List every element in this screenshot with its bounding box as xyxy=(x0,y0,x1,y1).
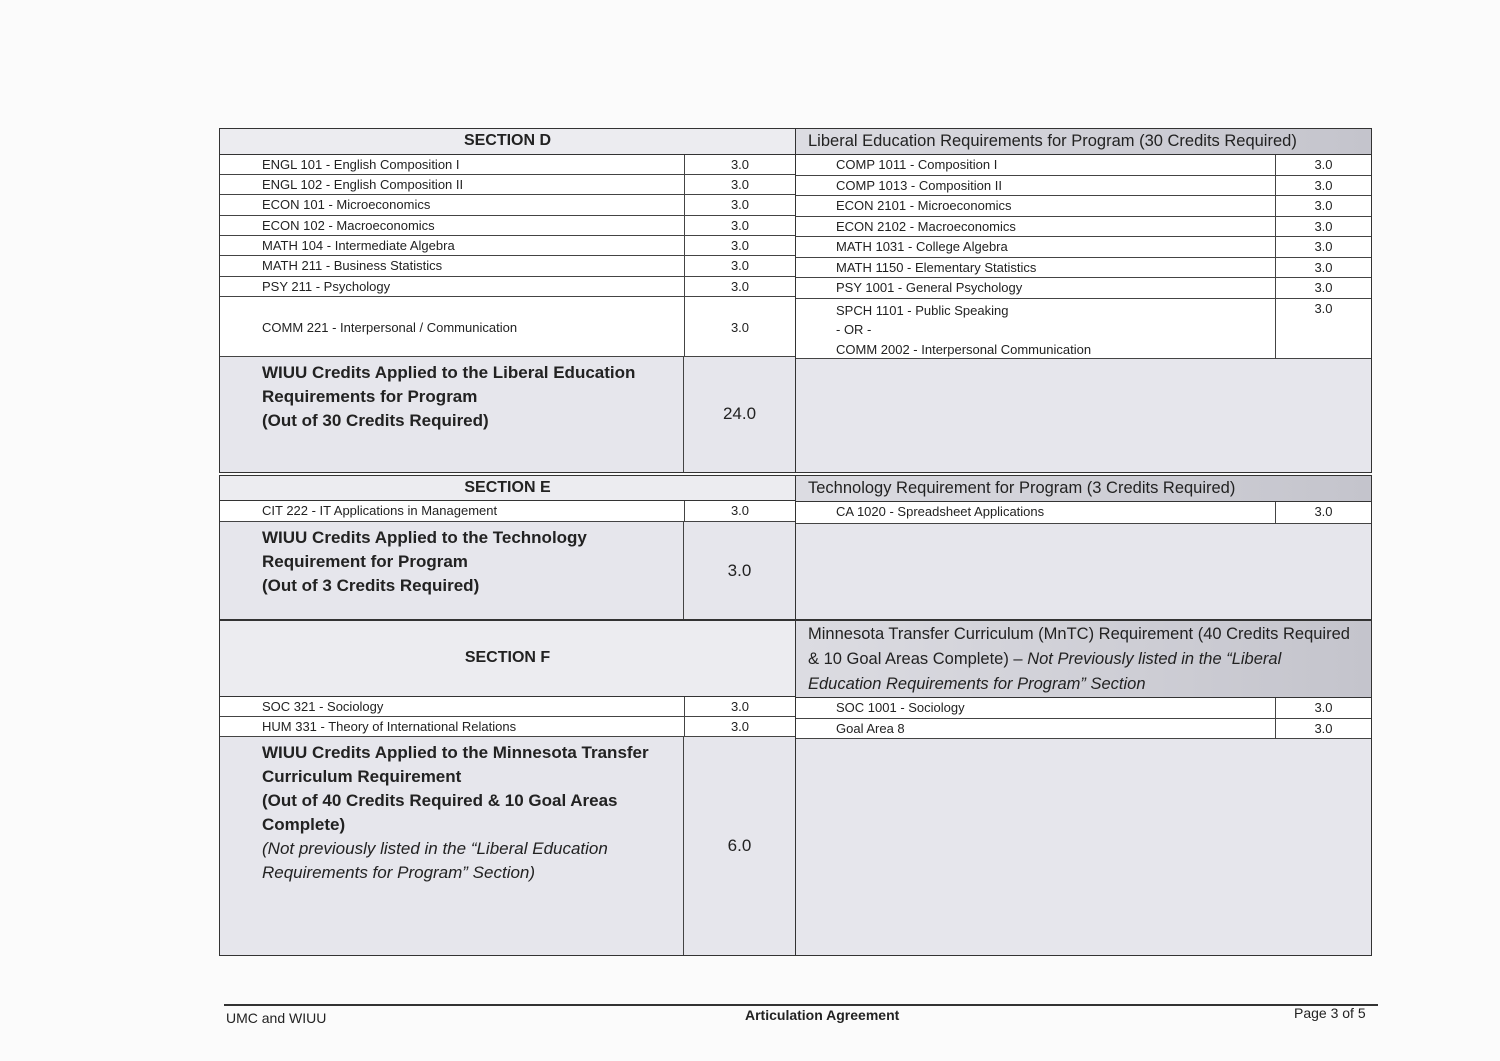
requirement-header-wrap xyxy=(808,622,1359,697)
course-title: ECON 2101 - Microeconomics xyxy=(836,198,1012,213)
course-credits: 3.0 xyxy=(684,155,795,174)
course-credits: 3.0 xyxy=(684,236,795,255)
course-name: ECON 101 - Microeconomics xyxy=(262,197,431,213)
section-f-credits-summary xyxy=(220,737,795,955)
requirement-header-wrap xyxy=(808,479,1235,498)
course-row xyxy=(796,258,1371,279)
course-credits: 3.0 xyxy=(1275,155,1371,175)
course-credits: 3.0 xyxy=(1275,698,1371,718)
summary-line: Requirement for Program xyxy=(262,552,468,571)
course-name: ENGL 101 - English Composition I xyxy=(262,156,460,172)
summary-line: Curriculum Requirement xyxy=(262,766,462,786)
section-d-block xyxy=(219,128,1372,473)
course-row xyxy=(220,236,795,256)
section-f-requirement-header xyxy=(796,621,1371,698)
course-name xyxy=(796,502,1275,523)
course-name: MATH 211 - Business Statistics xyxy=(262,258,443,274)
course-name: PSY 211 - Psychology xyxy=(262,278,391,294)
section-e-empty-summary xyxy=(796,524,1371,619)
course-title: COMP 1011 - Composition I xyxy=(836,157,998,172)
course-name xyxy=(796,237,1275,257)
section-d-empty-summary xyxy=(796,359,1371,472)
summary-credits: 24.0 xyxy=(683,357,795,472)
course-name xyxy=(796,299,1275,358)
course-credits: 3.0 xyxy=(1275,217,1371,237)
course-title: PSY 1001 - General Psychology xyxy=(836,280,1023,295)
summary-label xyxy=(220,737,683,955)
course-title: SOC 1001 - Sociology xyxy=(836,700,965,715)
course-name: ENGL 102 - English Composition II xyxy=(262,177,464,193)
summary-label xyxy=(220,522,683,619)
section-e-header: SECTION E xyxy=(220,476,795,501)
section-e-credits-summary xyxy=(220,522,795,619)
section-d-requirement-header xyxy=(796,129,1371,155)
course-credits: 3.0 xyxy=(1275,196,1371,216)
requirement-header-note: Not Previously listed in the “Liberal Education Requirements for Program” Section xyxy=(808,649,1282,693)
section-d-header: SECTION D xyxy=(220,129,795,155)
course-credits: 3.0 xyxy=(1275,502,1371,523)
course-row xyxy=(796,502,1371,524)
course-credits: 3.0 xyxy=(1275,237,1371,257)
course-row xyxy=(220,297,795,356)
course-row xyxy=(220,195,795,215)
section-e-umc-column xyxy=(220,476,796,619)
course-credits: 3.0 xyxy=(684,175,795,194)
course-row xyxy=(220,697,795,717)
course-credits: 3.0 xyxy=(1275,176,1371,196)
course-name: SOC 321 - Sociology xyxy=(262,698,384,714)
course-row xyxy=(796,155,1371,176)
course-credits: 3.0 xyxy=(1275,258,1371,278)
summary-line: WIUU Credits Applied to the Minnesota Transfer xyxy=(262,742,649,762)
footer-left: UMC and WIUU xyxy=(226,1010,327,1026)
summary-line: Complete) xyxy=(262,814,346,834)
section-f-umc-column xyxy=(220,621,796,955)
section-f-wiuu-column xyxy=(796,621,1371,955)
course-name: CIT 222 - IT Applications in Management xyxy=(262,502,498,518)
section-f-header: SECTION F xyxy=(220,621,795,697)
summary-credits: 3.0 xyxy=(683,522,795,619)
course-name xyxy=(796,196,1275,216)
section-e-wiuu-column xyxy=(796,476,1371,619)
course-row xyxy=(796,719,1371,740)
or-separator: - OR - xyxy=(836,322,872,337)
course-credits: 3.0 xyxy=(684,297,795,355)
course-row xyxy=(220,277,795,297)
course-credits: 3.0 xyxy=(684,195,795,214)
course-name: MATH 104 - Intermediate Algebra xyxy=(262,238,455,254)
course-credits: 3.0 xyxy=(684,697,795,716)
course-row xyxy=(220,256,795,276)
requirement-header-text: Liberal Education Requirements for Program (30 Credits Required) xyxy=(808,132,1297,150)
course-title: SPCH 1101 - Public Speaking xyxy=(836,302,1009,318)
footer-page-number: Page 3 of 5 xyxy=(1294,1005,1366,1021)
course-row xyxy=(220,175,795,195)
course-name: COMM 221 - Interpersonal / Communication xyxy=(262,319,518,335)
course-credits: 3.0 xyxy=(1275,719,1371,739)
requirement-header-text: Minnesota Transfer Curriculum (MnTC) Requirement (40 Credits Required & 10 Goal Areas Complete) – xyxy=(808,624,1350,668)
summary-label xyxy=(220,357,683,472)
summary-line: WIUU Credits Applied to the Technology xyxy=(262,528,587,547)
course-name xyxy=(796,719,1275,739)
course-name xyxy=(796,176,1275,196)
course-title: MATH 1031 - College Algebra xyxy=(836,239,1008,254)
course-name: ECON 102 - Macroeconomics xyxy=(262,217,435,233)
summary-line: (Out of 40 Credits Required & 10 Goal Areas xyxy=(262,790,618,810)
course-row xyxy=(796,196,1371,217)
course-row xyxy=(220,717,795,737)
summary-line: (Out of 30 Credits Required) xyxy=(262,410,489,430)
section-e-requirement-header xyxy=(796,476,1371,502)
course-name xyxy=(796,217,1275,237)
course-name: HUM 331 - Theory of International Relations xyxy=(262,718,517,734)
course-title: COMP 1013 - Composition II xyxy=(836,177,1002,193)
summary-line: WIUU Credits Applied to the Liberal Education xyxy=(262,362,636,382)
section-d-wiuu-column xyxy=(796,129,1371,472)
course-name xyxy=(796,258,1275,278)
course-credits: 3.0 xyxy=(1275,299,1371,358)
course-row xyxy=(796,698,1371,719)
course-row xyxy=(220,501,795,522)
course-row xyxy=(796,237,1371,258)
section-f-empty-summary xyxy=(796,739,1371,955)
course-credits: 3.0 xyxy=(684,256,795,275)
course-credits: 3.0 xyxy=(684,277,795,296)
course-title: Goal Area 8 xyxy=(836,720,905,736)
footer-title: Articulation Agreement xyxy=(745,1007,900,1023)
section-f-block xyxy=(219,620,1372,956)
course-row xyxy=(796,299,1371,359)
course-row xyxy=(796,217,1371,238)
course-title: CA 1020 - Spreadsheet Applications xyxy=(836,504,1045,519)
alternate-course: COMM 2002 - Interpersonal Communication xyxy=(836,341,1092,357)
course-title: MATH 1150 - Elementary Statistics xyxy=(836,259,1037,275)
course-name xyxy=(796,278,1275,298)
course-row xyxy=(220,155,795,175)
course-name xyxy=(796,155,1275,175)
summary-line: (Out of 3 Credits Required) xyxy=(262,576,480,595)
course-credits: 3.0 xyxy=(684,216,795,235)
requirement-header-text: Technology Requirement for Program (3 Credits Required) xyxy=(808,479,1236,497)
section-d-umc-column xyxy=(220,129,796,472)
section-e-block xyxy=(219,475,1372,620)
course-row xyxy=(220,216,795,236)
summary-line: Requirements for Program xyxy=(262,386,478,406)
course-credits: 3.0 xyxy=(684,717,795,736)
course-credits: 3.0 xyxy=(684,501,795,521)
course-row xyxy=(796,278,1371,299)
course-credits: 3.0 xyxy=(1275,278,1371,298)
section-d-credits-summary xyxy=(220,357,795,472)
requirement-header-wrap xyxy=(808,132,1297,151)
summary-credits: 6.0 xyxy=(683,737,795,955)
summary-note: (Not previously listed in the “Liberal Education Requirements for Program” Section) xyxy=(262,838,608,882)
course-title: ECON 2102 - Macroeconomics xyxy=(836,218,1016,234)
course-name xyxy=(796,698,1275,718)
footer-divider xyxy=(224,1004,1378,1006)
course-row xyxy=(796,176,1371,197)
